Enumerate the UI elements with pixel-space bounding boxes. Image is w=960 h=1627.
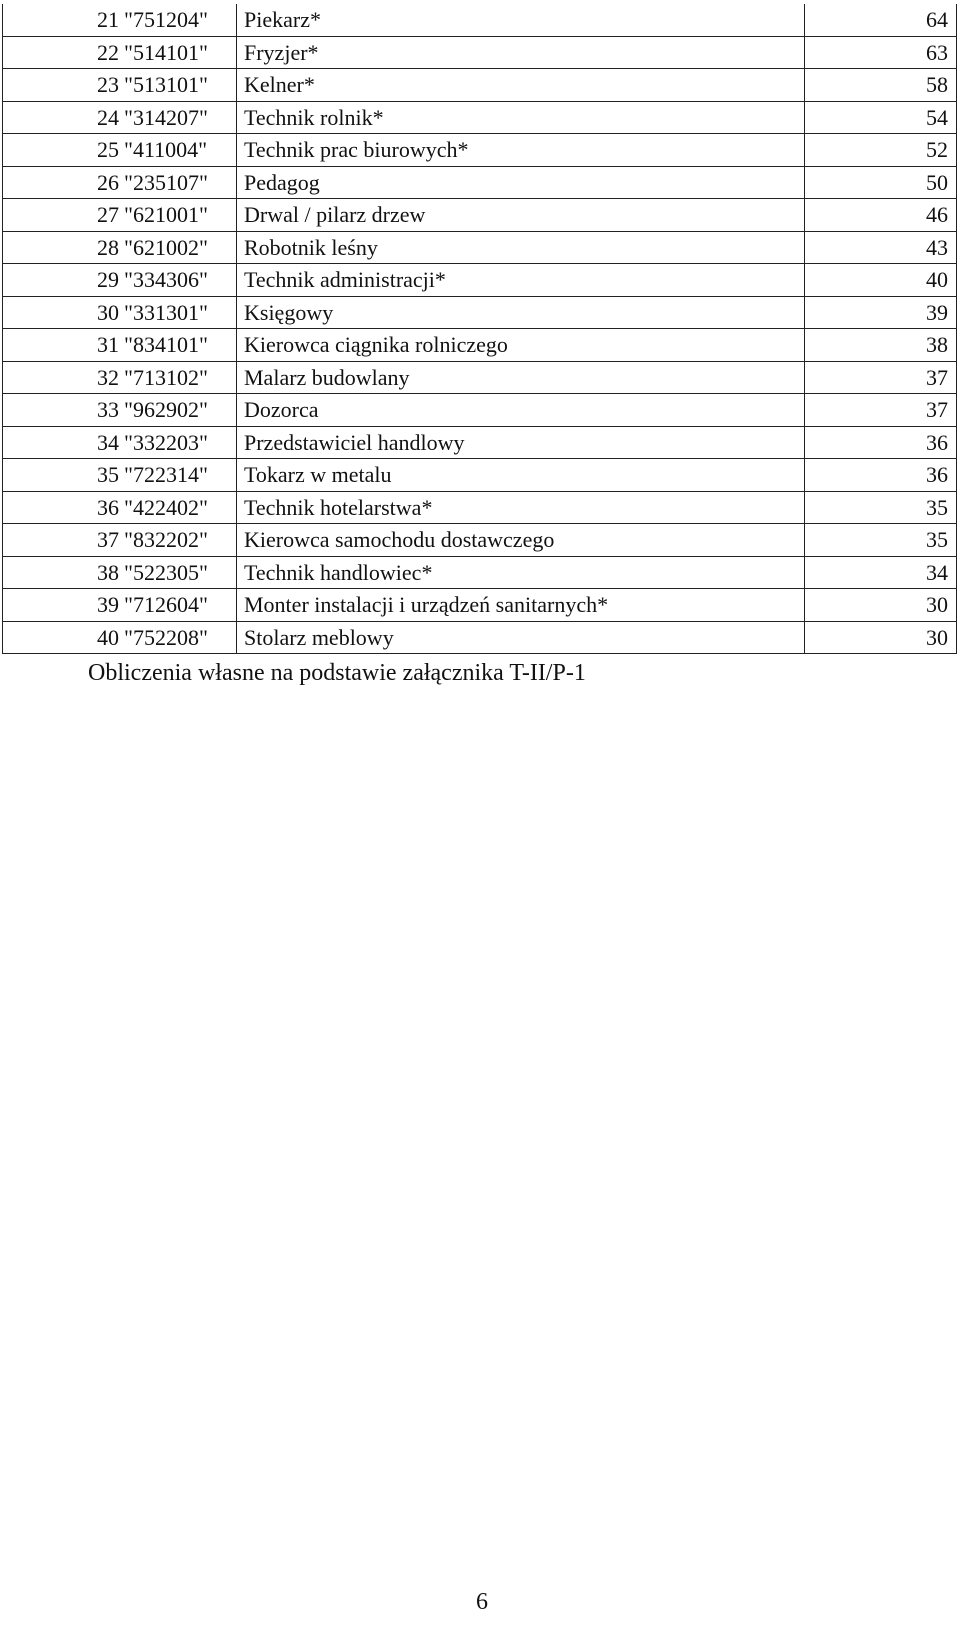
row-number-cell: 23 — [3, 69, 122, 102]
occupation-name-cell: Kierowca ciągnika rolniczego — [237, 329, 805, 362]
table-row — [3, 426, 957, 459]
row-number-cell: 22 — [3, 36, 122, 69]
occupation-name-cell: Kelner* — [237, 69, 805, 102]
occupation-name-cell: Technik prac biurowych* — [237, 134, 805, 167]
row-number-cell: 26 — [3, 166, 122, 199]
occupation-code-cell: "334306" — [121, 264, 237, 297]
occupation-code-cell: "962902" — [121, 394, 237, 427]
occupation-name-cell: Dozorca — [237, 394, 805, 427]
occupation-name-cell: Fryzjer* — [237, 36, 805, 69]
row-number-cell: 28 — [3, 231, 122, 264]
occupation-code-cell: "751204" — [121, 4, 237, 36]
count-cell: 35 — [805, 491, 957, 524]
count-cell: 30 — [805, 621, 957, 654]
occupation-name-cell: Technik hotelarstwa* — [237, 491, 805, 524]
table-row — [3, 69, 957, 102]
occupation-name-cell: Technik handlowiec* — [237, 556, 805, 589]
table-row — [3, 524, 957, 557]
occupation-name-cell: Kierowca samochodu dostawczego — [237, 524, 805, 557]
table-row — [3, 556, 957, 589]
table-row — [3, 231, 957, 264]
count-cell: 30 — [805, 589, 957, 622]
count-cell: 54 — [805, 101, 957, 134]
count-cell: 58 — [805, 69, 957, 102]
occupation-code-cell: "712604" — [121, 589, 237, 622]
row-number-cell: 27 — [3, 199, 122, 232]
table-row — [3, 621, 957, 654]
row-number-cell: 38 — [3, 556, 122, 589]
occupation-name-cell: Księgowy — [237, 296, 805, 329]
occupation-name-cell: Tokarz w metalu — [237, 459, 805, 492]
table-row — [3, 36, 957, 69]
occupation-code-cell: "752208" — [121, 621, 237, 654]
table-row — [3, 589, 957, 622]
occupation-code-cell: "235107" — [121, 166, 237, 199]
row-number-cell: 36 — [3, 491, 122, 524]
row-number-cell: 32 — [3, 361, 122, 394]
count-cell: 37 — [805, 361, 957, 394]
occupation-code-cell: "422402" — [121, 491, 237, 524]
row-number-cell: 24 — [3, 101, 122, 134]
row-number-cell: 37 — [3, 524, 122, 557]
occupation-code-cell: "722314" — [121, 459, 237, 492]
occupation-name-cell: Piekarz* — [237, 4, 805, 36]
count-cell: 36 — [805, 459, 957, 492]
occupation-code-cell: "514101" — [121, 36, 237, 69]
table-row — [3, 296, 957, 329]
occupation-name-cell: Pedagog — [237, 166, 805, 199]
row-number-cell: 30 — [3, 296, 122, 329]
row-number-cell: 34 — [3, 426, 122, 459]
occupation-code-cell: "713102" — [121, 361, 237, 394]
count-cell: 52 — [805, 134, 957, 167]
row-number-cell: 25 — [3, 134, 122, 167]
occupation-code-cell: "411004" — [121, 134, 237, 167]
occupation-name-cell: Malarz budowlany — [237, 361, 805, 394]
row-number-cell: 29 — [3, 264, 122, 297]
occupation-code-cell: "513101" — [121, 69, 237, 102]
table-row — [3, 134, 957, 167]
count-cell: 35 — [805, 524, 957, 557]
occupation-name-cell: Monter instalacji i urządzeń sanitarnych* — [237, 589, 805, 622]
occupations-table-body — [3, 4, 957, 654]
count-cell: 40 — [805, 264, 957, 297]
table-row — [3, 361, 957, 394]
source-note: Obliczenia własne na podstawie załącznika T-II/P-1 — [88, 660, 586, 686]
occupations-table-container — [2, 4, 957, 654]
row-number-cell: 35 — [3, 459, 122, 492]
table-row — [3, 491, 957, 524]
occupation-code-cell: "832202" — [121, 524, 237, 557]
count-cell: 64 — [805, 4, 957, 36]
occupation-code-cell: "331301" — [121, 296, 237, 329]
table-row — [3, 264, 957, 297]
table-row — [3, 394, 957, 427]
table-row — [3, 329, 957, 362]
row-number-cell: 40 — [3, 621, 122, 654]
table-row — [3, 4, 957, 36]
page-number: 6 — [476, 1589, 488, 1615]
row-number-cell: 31 — [3, 329, 122, 362]
occupation-code-cell: "834101" — [121, 329, 237, 362]
occupation-code-cell: "314207" — [121, 101, 237, 134]
row-number-cell: 21 — [3, 4, 122, 36]
occupation-name-cell: Technik administracji* — [237, 264, 805, 297]
count-cell: 46 — [805, 199, 957, 232]
count-cell: 63 — [805, 36, 957, 69]
table-row — [3, 459, 957, 492]
occupation-code-cell: "621001" — [121, 199, 237, 232]
occupation-name-cell: Technik rolnik* — [237, 101, 805, 134]
count-cell: 36 — [805, 426, 957, 459]
table-row — [3, 101, 957, 134]
occupation-name-cell: Przedstawiciel handlowy — [237, 426, 805, 459]
row-number-cell: 39 — [3, 589, 122, 622]
count-cell: 37 — [805, 394, 957, 427]
occupation-name-cell: Robotnik leśny — [237, 231, 805, 264]
occupation-code-cell: "621002" — [121, 231, 237, 264]
count-cell: 38 — [805, 329, 957, 362]
occupation-code-cell: "332203" — [121, 426, 237, 459]
occupation-code-cell: "522305" — [121, 556, 237, 589]
count-cell: 50 — [805, 166, 957, 199]
table-row — [3, 166, 957, 199]
row-number-cell: 33 — [3, 394, 122, 427]
count-cell: 39 — [805, 296, 957, 329]
table-row — [3, 199, 957, 232]
count-cell: 34 — [805, 556, 957, 589]
count-cell: 43 — [805, 231, 957, 264]
occupations-table — [2, 4, 957, 654]
occupation-name-cell: Drwal / pilarz drzew — [237, 199, 805, 232]
occupation-name-cell: Stolarz meblowy — [237, 621, 805, 654]
